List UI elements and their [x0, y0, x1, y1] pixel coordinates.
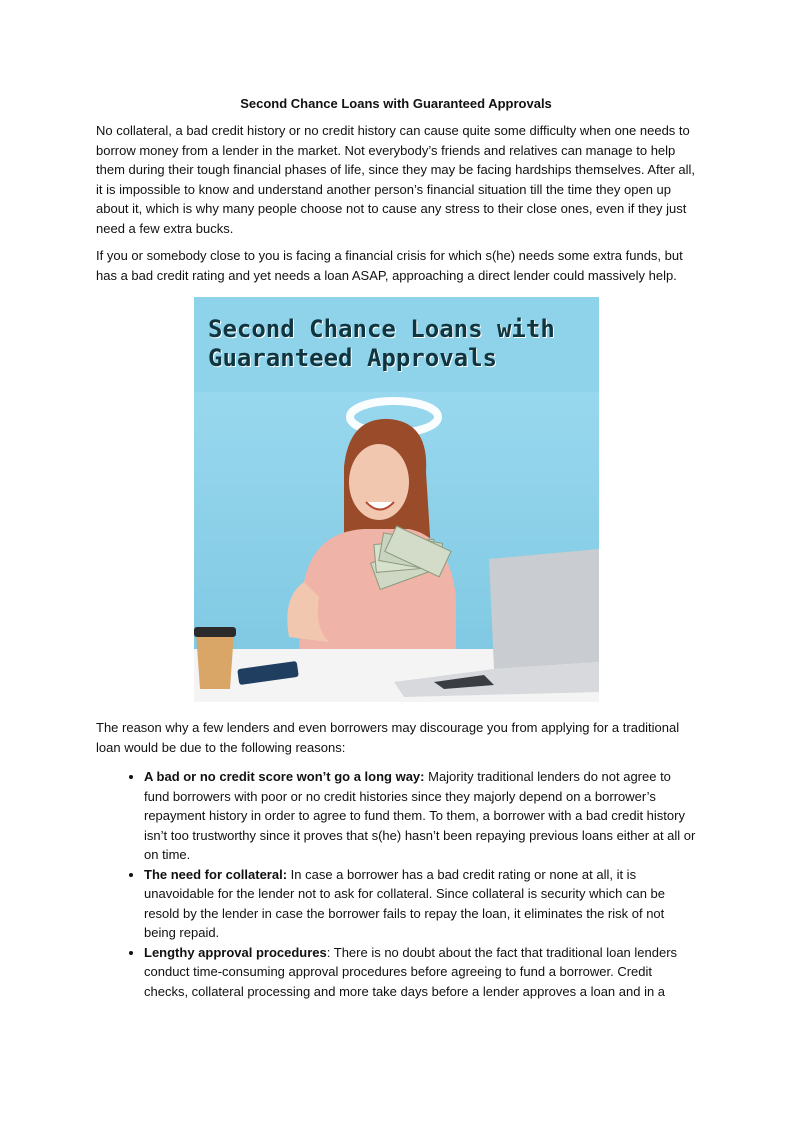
list-item-text: : There is no doubt about the fact that traditional loan lenders conduct time-consuming approval procedures before agreeing to fund a borrower. Credit checks, collateral processing and more take days before a lender approves a loan and in a [144, 944, 678, 999]
reasons-list [96, 767, 696, 1001]
list-item-lead: Lengthy approval procedures [144, 944, 327, 960]
list-item [144, 943, 696, 1002]
crisis-paragraph: If you or somebody close to you is facing a financial crisis for which s(he) needs some extra funds, but has a bad credit rating and yet needs a loan ASAP, approaching a direct lender could massively help. [96, 248, 683, 283]
list-item-text: In case a borrower has a bad credit rating or none at all, it is unavoidable for the lender not to ask for collateral. Since collateral is security which can be resold by the lender in case the borrower fails to repay the loan, it eliminates the risk of not being repaid. [144, 866, 666, 940]
list-item [144, 865, 696, 943]
figure-heading-line-2: Guaranteed Approvals [208, 344, 497, 372]
list-item [144, 767, 696, 865]
reasons-intro-paragraph: The reason why a few lenders and even borrowers may discourage you from applying for a traditional loan would be due to the following reasons: [96, 720, 680, 755]
intro-paragraph: No collateral, a bad credit history or no credit history can cause quite some difficulty when one needs to borrow money from a lender in the market. Not everybody’s friends and relatives can manage to help them during their tough financial phases of life, since they may be facing hardships themselves. After all, it is impossible to know and understand another person’s financial situation till the time they open up about it, which is why many people choose not to cause any stress to their close ones, even if they just need a few extra bucks. [96, 123, 696, 236]
list-item-text: Majority traditional lenders do not agree to fund borrowers with poor or no credit histories since they majorly depend on a borrower’s repayment history in order to agree to fund them. To them, a borrower with a bad credit history isn’t too trustworthy since it proves that s(he) hasn’t been repaying previous loans either at all or on time. [144, 769, 696, 862]
document-title: Second Chance Loans with Guaranteed Approvals [240, 96, 552, 111]
woman-with-cash-illustration [194, 297, 599, 702]
list-item-lead: The need for collateral: [144, 866, 288, 882]
document-page [96, 96, 696, 1001]
figure-heading-line-1: Second Chance Loans with [208, 315, 555, 343]
illustration-figure [194, 297, 599, 702]
list-item-lead: A bad or no credit score won’t go a long way: [144, 769, 425, 784]
